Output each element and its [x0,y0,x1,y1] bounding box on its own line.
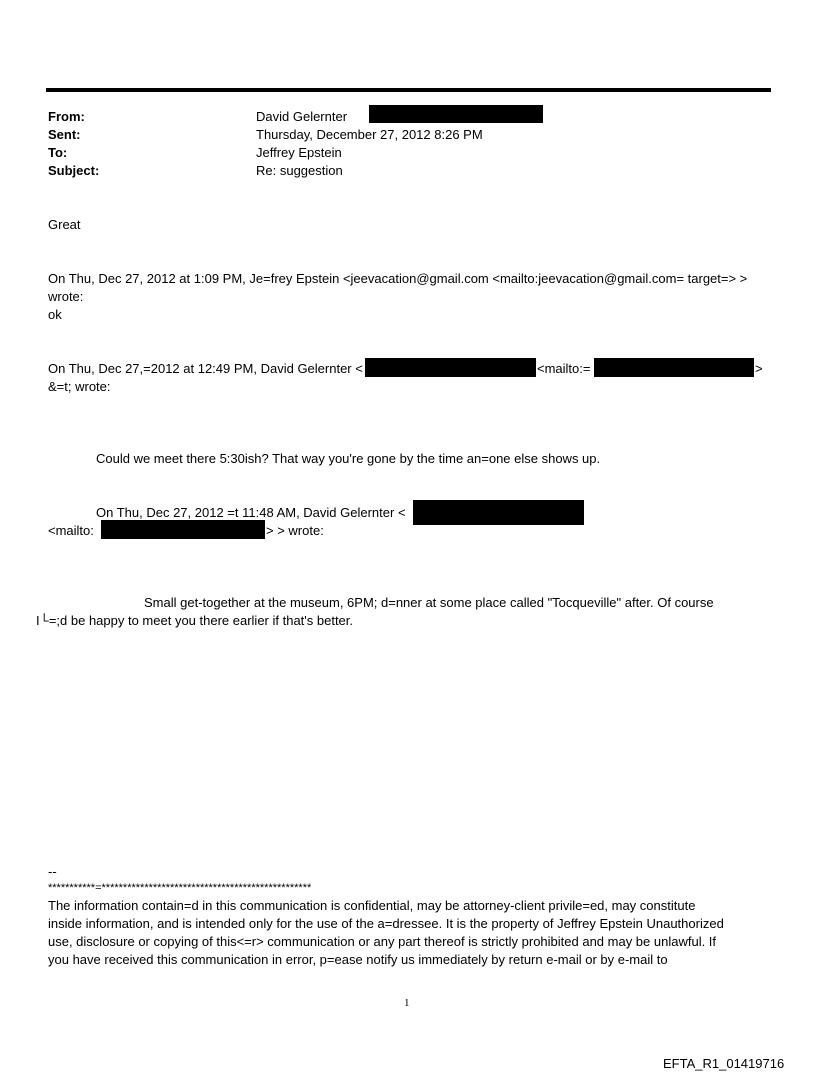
redaction-box [594,358,754,377]
quote2-header-c: > [755,361,763,376]
quote3-header: On Thu, Dec 27, 2012 =t 11:48 AM, David Gelernter < [96,505,406,520]
document-id: EFTA_R1_01419716 [663,1056,785,1071]
quote2-wrote: &=t; wrote: [48,379,111,394]
quote3-text-line1: Small get-together at the museum, 6PM; d=nner at some place called "Tocqueville" after. Of course [144,595,714,610]
quote3-mailto: <mailto: [48,523,94,538]
to-label: To: [48,145,68,160]
redaction-box [101,520,265,539]
signature-stars: ***********=************************************************* [48,882,312,894]
disclaimer-line: you have received this communication in error, p=ease notify us immediately by return e-mail or by e-mail to [48,952,668,967]
reply-text: Great [48,217,81,232]
quote1-wrote: wrote: [48,289,84,304]
from-value: David Gelernter [256,109,348,124]
signature-dashes: -- [48,864,57,879]
disclaimer-line: use, disclosure or copying of this<=r> communication or any part thereof is strictly prohibited and may be unlawful. If [48,934,717,949]
disclaimer-line: The information contain=d in this communication is confidential, may be attorney-client privile=ed, may constitute [48,898,696,913]
quote3-wrote: > > wrote: [266,523,324,538]
subject-label: Subject: [48,163,100,178]
quote2-text: Could we meet there 5:30ish? That way you're gone by the time an=one else shows up. [96,451,601,466]
header-divider [46,88,771,92]
page-number: 1 [404,997,410,1009]
quote2-header-a: On Thu, Dec 27,=2012 at 12:49 PM, David Gelernter < [48,361,363,376]
from-label: From: [48,109,85,124]
disclaimer-line: inside information, and is intended only for the use of the a=dressee. It is the property of Jeffrey Epstein Unauthorized [48,916,724,931]
quote2-header-b: <mailto:= [537,361,591,376]
sent-label: Sent: [48,127,81,142]
quote3-text-line2: I└=;d be happy to meet you there earlier if that's better. [36,613,354,628]
quote1-text: ok [48,307,62,322]
redaction-box [365,358,536,377]
quote1-header: On Thu, Dec 27, 2012 at 1:09 PM, Je=frey Epstein <jeevacation@gmail.com <mailto:jeevacation@gmail.com= target=> > [48,271,748,286]
redaction-box [413,500,584,525]
redaction-box [369,105,543,123]
to-value: Jeffrey Epstein [256,145,342,160]
sent-value: Thursday, December 27, 2012 8:26 PM [256,127,483,142]
subject-value: Re: suggestion [256,163,343,178]
